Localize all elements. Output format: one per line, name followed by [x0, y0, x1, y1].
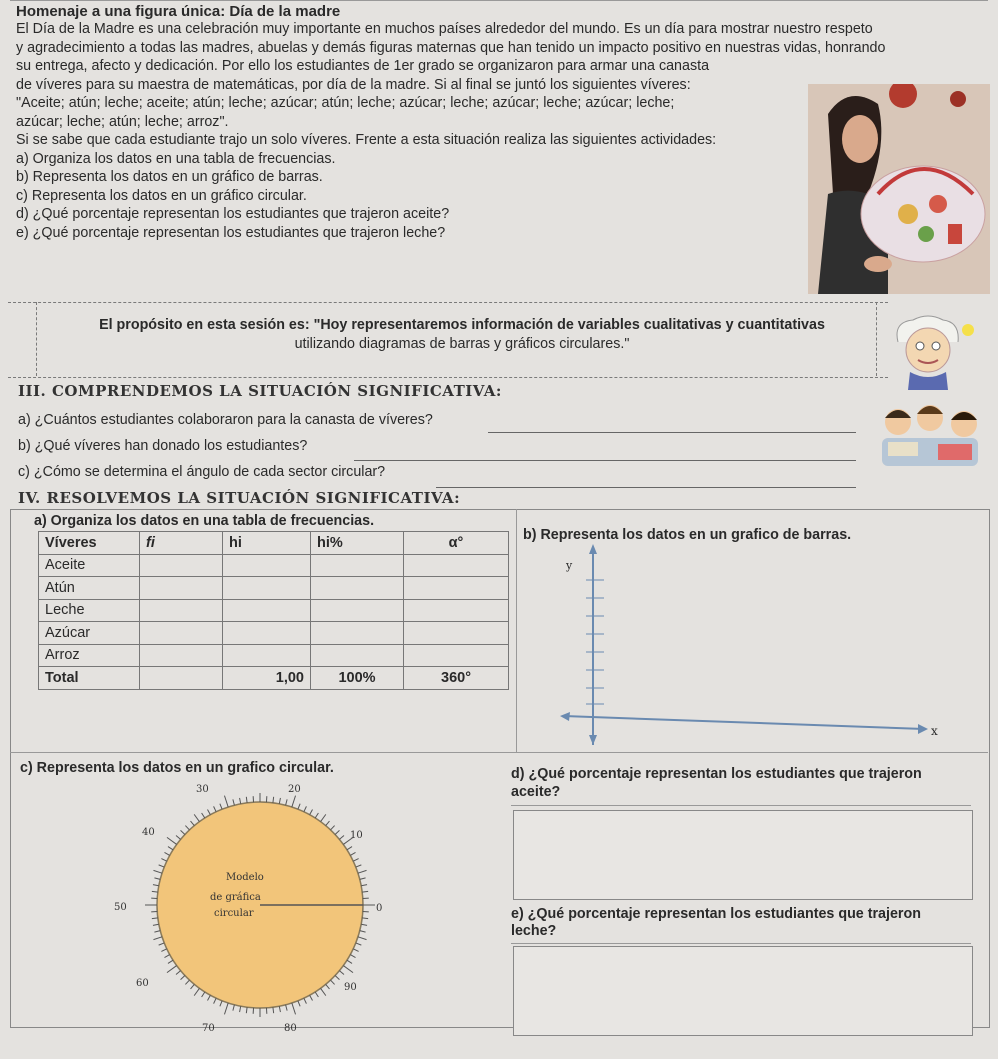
pie-tick-mark	[159, 865, 165, 867]
pie-tick-mark	[240, 1006, 241, 1012]
pie-tick-mark	[220, 804, 222, 810]
task-item: c) Representa los datos en un gráfico circular.	[16, 187, 307, 204]
task-item: b) Representa los datos en un gráfico de barras.	[16, 169, 323, 185]
pie-center-text: de gráfica	[210, 892, 261, 903]
pie-tick-mark	[310, 809, 313, 814]
intro-line: azúcar; leche; atún; leche; arroz".	[16, 113, 229, 130]
pie-tick-mark	[168, 847, 173, 850]
pie-tick-mark	[214, 998, 217, 1003]
pie-tick-mark	[339, 836, 344, 840]
pie-tick-mark	[331, 826, 335, 830]
answer-line-a[interactable]	[488, 432, 856, 433]
question-a: a) ¿Cuántos estudiantes colaboraron para la canasta de víveres?	[18, 412, 433, 428]
pie-tick-mark	[358, 937, 367, 940]
pie-tick-label: 70	[202, 1023, 215, 1034]
table-cell[interactable]	[404, 644, 509, 667]
answer-box-e[interactable]	[513, 946, 973, 1036]
pie-tick-label: 40	[142, 827, 155, 838]
pie-tick-mark	[176, 971, 181, 975]
column-header: hi%	[311, 532, 404, 555]
pie-tick-mark	[286, 1005, 287, 1011]
pie-center-text: Modelo	[226, 872, 264, 883]
pie-tick-mark	[304, 806, 307, 811]
table-cell[interactable]	[140, 577, 223, 600]
divider	[511, 943, 971, 944]
pie-tick-label: 20	[288, 784, 301, 795]
table-row	[39, 644, 509, 667]
pie-tick-mark	[246, 1007, 247, 1013]
pie-tick-mark	[362, 918, 368, 919]
table-cell[interactable]	[223, 644, 311, 667]
pie-tick-mark	[240, 798, 241, 804]
question-b: b) ¿Qué víveres han donado los estudiantes?	[18, 438, 308, 454]
table-cell[interactable]	[223, 599, 311, 622]
pie-tick-label: 10	[350, 830, 363, 841]
divider	[511, 805, 971, 806]
pie-tick-mark	[304, 998, 307, 1003]
intro-line: su entrega, afecto y dedicación. Por ello los estudiantes de 1er grado se organizaron para armar una canasta	[16, 58, 710, 74]
scientist-mascot-icon	[888, 312, 988, 390]
table-cell[interactable]	[140, 644, 223, 667]
pie-tick-mark	[153, 937, 162, 940]
pie-tick-label: 60	[136, 978, 149, 989]
pie-tick-mark	[181, 976, 185, 980]
pie-tick-mark	[202, 992, 205, 997]
intro-line: Si se sabe que cada estudiante trajo un solo víveres. Frente a esta situación realiza las siguientes actividades:	[16, 132, 717, 148]
table-cell[interactable]	[311, 644, 404, 667]
table-cell[interactable]	[140, 599, 223, 622]
table-cell[interactable]	[311, 599, 404, 622]
column-header: Víveres	[39, 532, 140, 555]
table-header-row	[39, 532, 509, 555]
pie-tick-mark	[353, 859, 358, 862]
pie-tick-mark	[286, 799, 287, 805]
pie-tick-mark	[194, 988, 199, 995]
task-item: d) ¿Qué porcentaje representan los estudiantes que trajeron aceite?	[16, 206, 450, 222]
pie-tick-mark	[154, 878, 160, 879]
pie-tick-mark	[233, 1005, 234, 1011]
intro-line: de víveres para su maestra de matemáticas, por día de la madre. Si al final se juntó los siguientes víveres:	[16, 76, 691, 93]
pie-tick-mark	[181, 830, 185, 834]
pie-tick-mark	[298, 1001, 300, 1007]
pie-tick-mark	[167, 837, 177, 844]
students-illustration	[868, 400, 990, 472]
pie-chart-template[interactable]	[110, 780, 410, 1036]
section-4-heading: IV. RESOLVEMOS LA SITUACIÓN SIGNIFICATIVA:	[18, 489, 461, 507]
pie-tick-mark	[153, 924, 159, 925]
table-cell: Azúcar	[39, 622, 140, 645]
column-header: fi	[140, 532, 223, 555]
pie-tick-mark	[362, 891, 368, 892]
pie-tick-mark	[335, 976, 339, 980]
task-item: e) ¿Qué porcentaje representan los estudiantes que trajeron leche?	[16, 224, 446, 241]
table-cell: Arroz	[39, 644, 140, 667]
table-title: a) Organiza los datos en una tabla de frecuencias.	[34, 513, 375, 529]
pie-tick-mark	[220, 1001, 222, 1007]
pie-tick-mark	[153, 870, 162, 873]
question-e-title: e) ¿Qué porcentaje representan los estudiantes que trajeron	[511, 906, 921, 922]
intro-line: y agradecimiento a todas las madres, abuelas y demás figuras maternas que han tenido un impacto positivo en nuestras vidas, honrando	[16, 39, 886, 56]
pie-tick-mark	[168, 960, 173, 963]
table-cell: 360°	[404, 667, 509, 690]
purpose-box-right-edge	[876, 302, 877, 376]
intro-line: El Día de la Madre es una celebración muy importante en muchos países alrededor del mundo. Es un día para mostrar nuestro respeto	[16, 21, 873, 37]
pie-tick-mark	[350, 955, 355, 958]
question-e-title: leche?	[511, 923, 557, 939]
pie-tick-mark	[214, 806, 217, 811]
pie-tick-mark	[350, 852, 355, 855]
pie-tick-label: 0	[376, 903, 383, 914]
table-cell[interactable]	[311, 577, 404, 600]
purpose-line: utilizando diagramas de barras y gráficos circulares."	[294, 336, 630, 352]
pie-chart-title: c) Representa los datos en un grafico circular.	[20, 760, 334, 776]
task-item: a) Organiza los datos en una tabla de frecuencias.	[16, 150, 336, 167]
pie-tick-mark	[347, 847, 352, 850]
pie-tick-label: 50	[114, 902, 127, 913]
table-cell[interactable]	[140, 622, 223, 645]
table-cell[interactable]	[311, 622, 404, 645]
pie-tick-mark	[292, 796, 296, 807]
pie-tick-mark	[194, 814, 199, 821]
bar-chart-title: b) Representa los datos en un grafico de barras.	[523, 527, 852, 543]
pie-tick-mark	[321, 814, 326, 821]
purpose-box-left-edge	[36, 302, 37, 376]
pie-tick-mark	[279, 798, 280, 804]
intro-line: "Aceite; atún; leche; aceite; atún; leche; azúcar; atún; leche; azúcar; leche; azúcar; leche; azúcar; leche;	[16, 95, 675, 111]
pie-tick-mark	[185, 826, 189, 830]
question-d-title: d) ¿Qué porcentaje representan los estudiantes que trajeron	[511, 766, 922, 782]
pie-tick-mark	[191, 821, 195, 826]
pie-tick-mark	[361, 885, 367, 886]
purpose-line: El propósito en esta sesión es: "Hoy representaremos información de variables cualitativas y cuantitativas	[99, 317, 825, 333]
table-cell[interactable]	[404, 554, 509, 577]
pie-tick-mark	[273, 1007, 274, 1013]
top-border	[10, 0, 988, 1]
bar-chart-axes[interactable]	[556, 540, 956, 750]
pie-tick-mark	[361, 924, 367, 925]
table-cell[interactable]	[404, 599, 509, 622]
pie-tick-mark	[154, 931, 160, 932]
table-total-row	[39, 667, 509, 690]
pie-tick-mark	[358, 870, 367, 873]
pie-tick-mark	[343, 966, 353, 973]
table-cell: Leche	[39, 599, 140, 622]
question-d-title: aceite?	[511, 784, 561, 800]
table-cell[interactable]	[404, 577, 509, 600]
pie-tick-mark	[360, 878, 366, 879]
y-axis-label: y	[566, 559, 573, 572]
mother-gift-basket-photo	[808, 84, 990, 294]
table-cell: 100%	[311, 667, 404, 690]
answer-box-d[interactable]	[513, 810, 973, 900]
pie-tick-mark	[246, 797, 247, 803]
pie-tick-mark	[310, 995, 313, 1000]
pie-tick-mark	[153, 885, 159, 886]
pie-tick-mark	[321, 988, 326, 995]
pie-center-text: circular	[214, 908, 254, 919]
table-cell[interactable]	[404, 622, 509, 645]
section-3-heading: III. COMPRENDEMOS LA SITUACIÓN SIGNIFICATIVA:	[18, 382, 502, 400]
pie-tick-mark	[207, 809, 210, 814]
pie-tick-mark	[360, 931, 366, 932]
pie-tick-mark	[326, 821, 330, 826]
pie-tick-mark	[347, 960, 352, 963]
pie-tick-label: 90	[344, 982, 357, 993]
pie-tick-mark	[233, 799, 234, 805]
pie-tick-mark	[207, 995, 210, 1000]
table-row	[39, 599, 509, 622]
table-cell[interactable]	[140, 667, 223, 690]
horizontal-divider	[10, 752, 988, 753]
pie-tick-mark	[152, 918, 158, 919]
pie-tick-mark	[152, 891, 158, 892]
vertical-divider	[516, 509, 517, 753]
pie-tick-mark	[279, 1006, 280, 1012]
pie-tick-mark	[224, 1003, 228, 1014]
pie-tick-mark	[315, 992, 318, 997]
pie-tick-mark	[335, 830, 339, 834]
pie-tick-mark	[164, 955, 169, 958]
pie-tick-mark	[273, 797, 274, 803]
pie-tick-mark	[191, 984, 195, 989]
pie-tick-label: 80	[284, 1023, 297, 1034]
table-row	[39, 622, 509, 645]
table-cell: Total	[39, 667, 140, 690]
page-title: Homenaje a una figura única: Día de la madre	[16, 3, 341, 20]
pie-tick-mark	[339, 971, 344, 975]
pie-tick-mark	[292, 1003, 296, 1014]
pie-tick-mark	[202, 813, 205, 818]
pie-tick-mark	[298, 804, 300, 810]
pie-tick-mark	[176, 836, 181, 840]
pie-tick-mark	[224, 796, 228, 807]
column-header: α°	[404, 532, 509, 555]
pie-tick-mark	[161, 949, 166, 952]
frequency-table	[38, 531, 509, 690]
question-c: c) ¿Cómo se determina el ángulo de cada sector circular?	[18, 464, 386, 480]
pie-tick-mark	[326, 984, 330, 989]
table-cell[interactable]	[311, 554, 404, 577]
table-row	[39, 554, 509, 577]
table-cell: Aceite	[39, 554, 140, 577]
table-cell: 1,00	[223, 667, 311, 690]
pie-tick-mark	[159, 943, 165, 945]
table-cell[interactable]	[223, 577, 311, 600]
pie-tick-mark	[164, 852, 169, 855]
purpose-statement	[62, 316, 862, 354]
pie-tick-mark	[315, 813, 318, 818]
answer-line-c[interactable]	[436, 487, 856, 488]
table-row	[39, 577, 509, 600]
x-axis-label: x	[931, 724, 938, 738]
pie-tick-mark	[185, 980, 189, 984]
table-cell: Atún	[39, 577, 140, 600]
pie-tick-mark	[161, 859, 166, 862]
pie-tick-mark	[331, 980, 335, 984]
pie-tick-mark	[353, 949, 358, 952]
pie-tick-mark	[356, 943, 362, 945]
pie-tick-mark	[167, 966, 177, 973]
pie-tick-label: 30	[196, 784, 209, 795]
column-header: hi	[223, 532, 311, 555]
table-cell[interactable]	[223, 554, 311, 577]
answer-line-b[interactable]	[354, 460, 856, 461]
table-cell[interactable]	[140, 554, 223, 577]
table-cell[interactable]	[223, 622, 311, 645]
pie-tick-mark	[356, 865, 362, 867]
